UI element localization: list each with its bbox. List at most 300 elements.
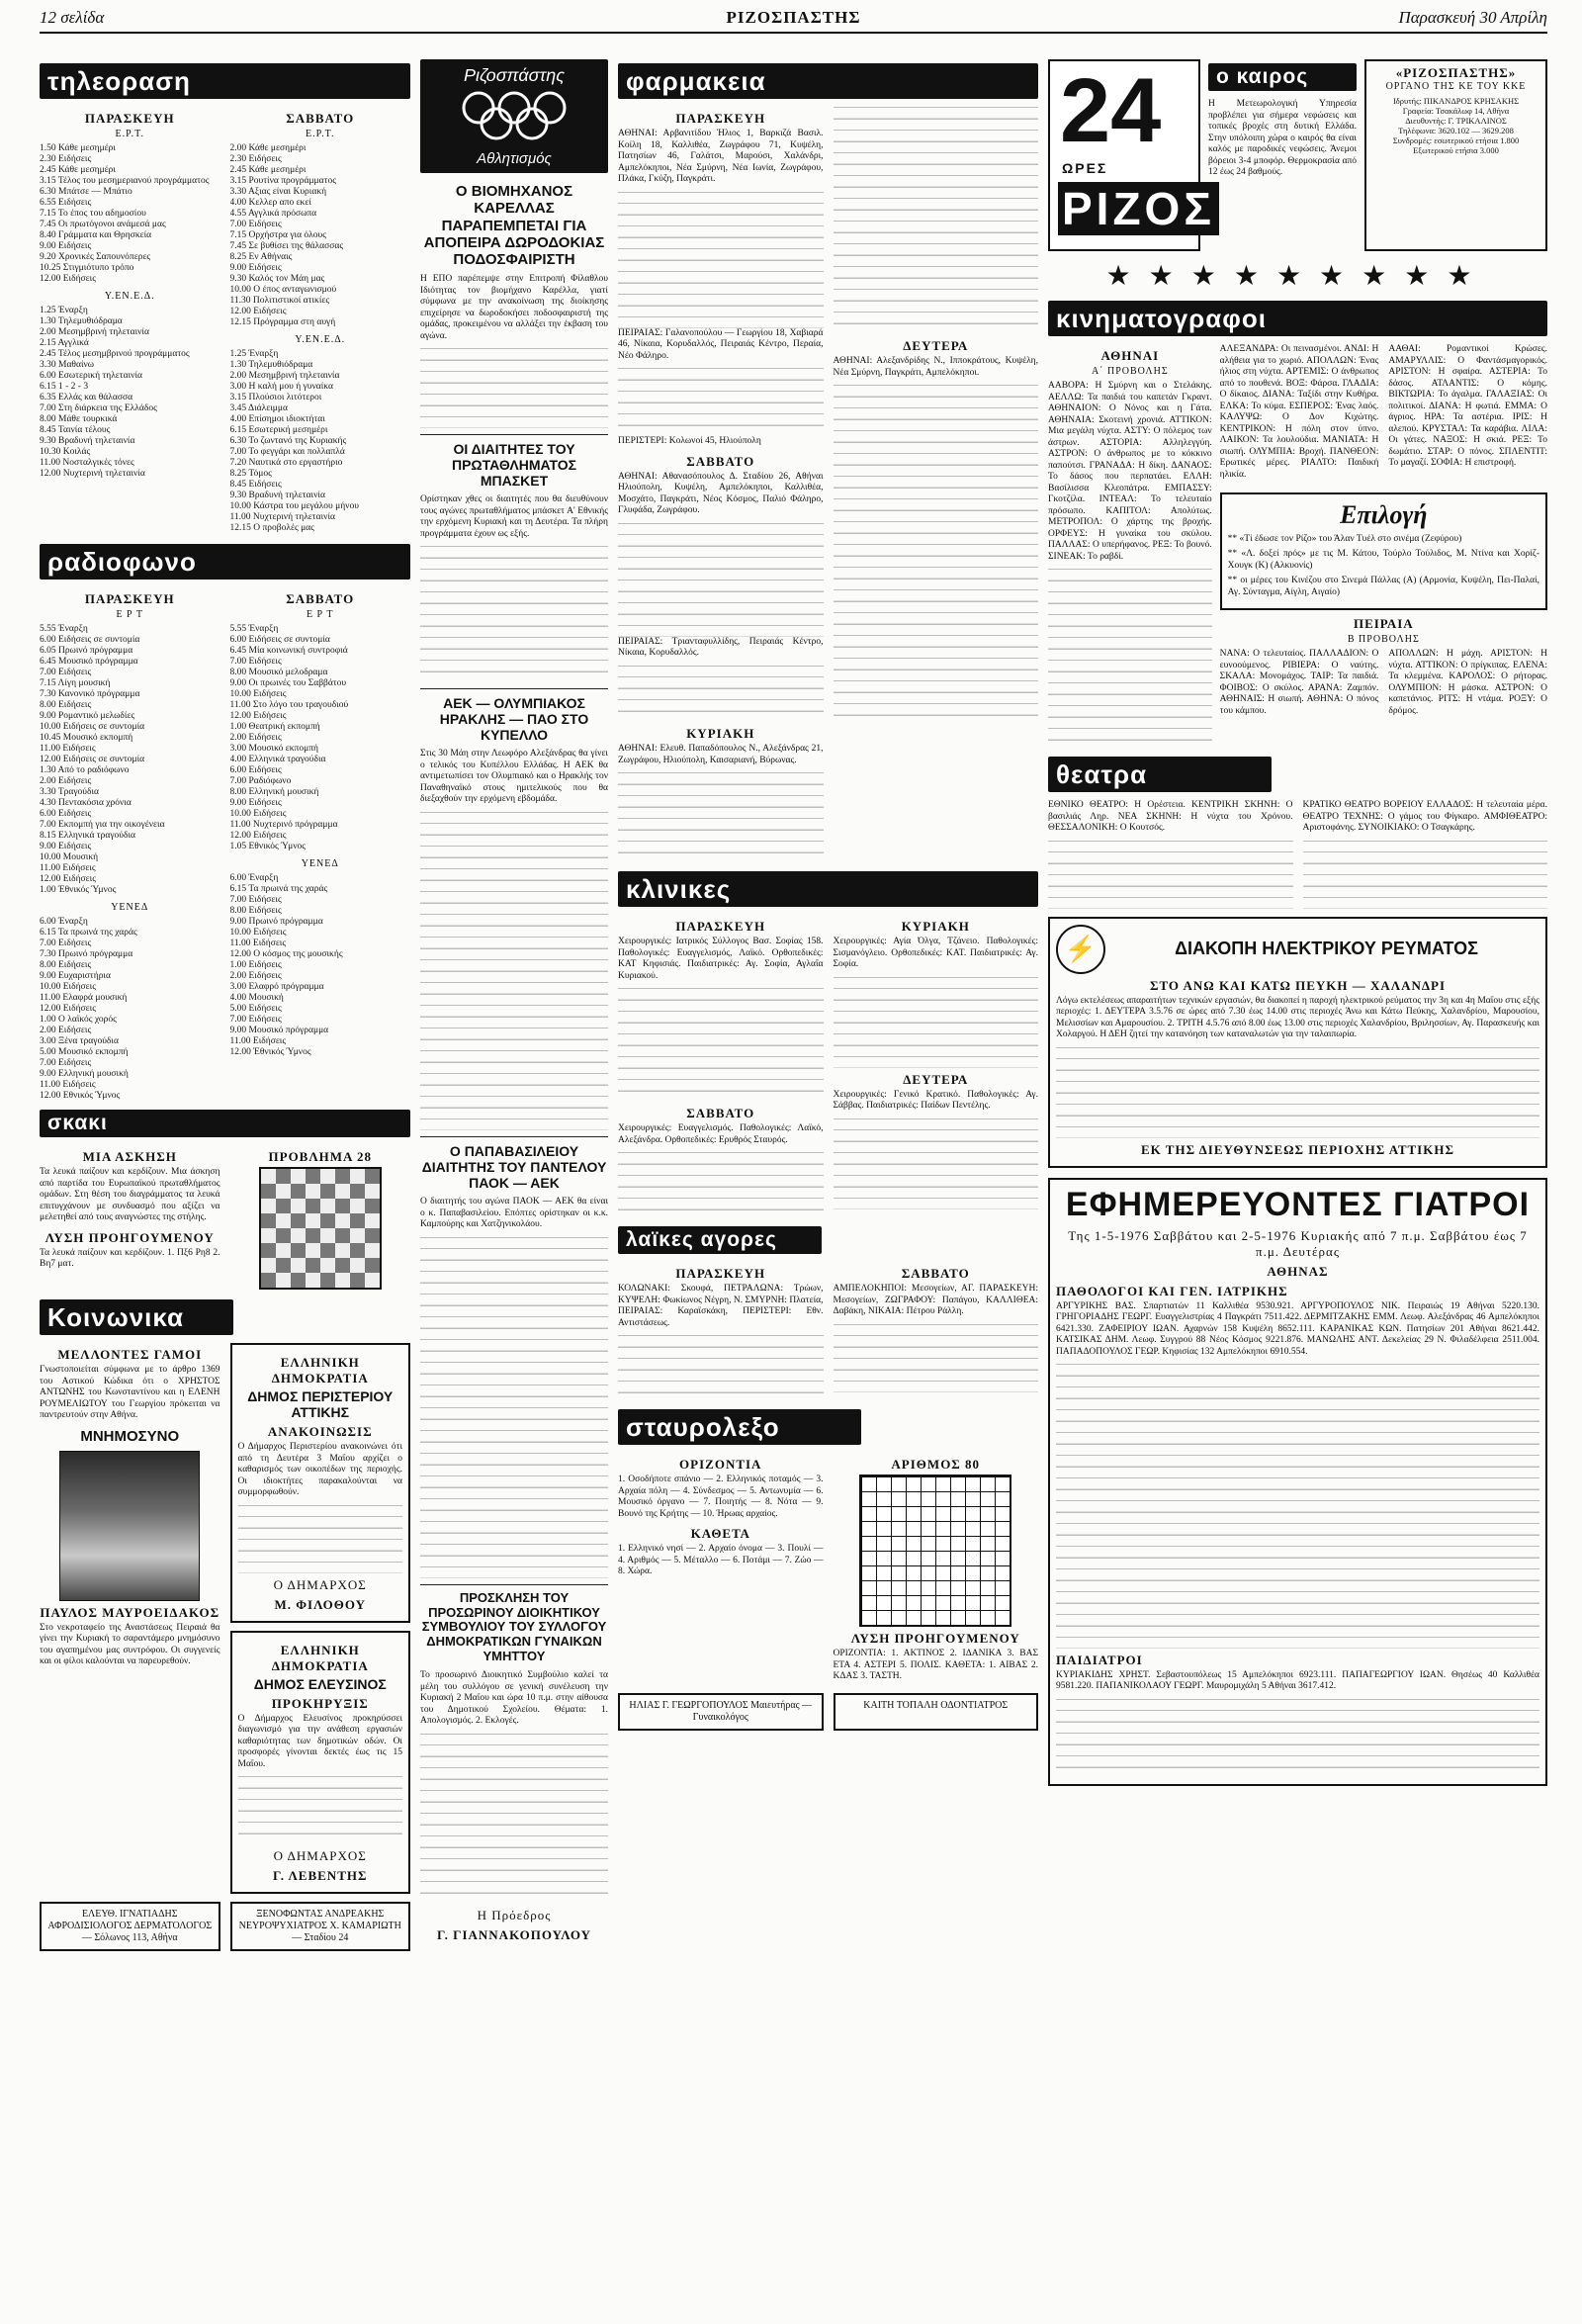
top-row xyxy=(1048,59,1547,251)
crossword-number: ΑΡΙΘΜΟΣ 80 xyxy=(891,1457,981,1472)
radio-sat-list xyxy=(230,624,411,852)
list-item: 7.00 Το φεγγάρι και πολλαπλά xyxy=(229,447,345,457)
list-item: 12.00 Νυχτερινή τηλεταινία xyxy=(40,469,145,479)
list-item: 12.00 Ειδήσεις σε συντομία xyxy=(40,755,145,764)
list-item: 6.00 Ειδήσεις xyxy=(40,809,92,819)
list-item: 7.00 Ειδήσεις xyxy=(229,657,282,667)
list-item: 5.00 Ειδήσεις xyxy=(229,1004,282,1014)
list-item: 12.00 Ειδήσεις xyxy=(229,307,287,316)
duty-doctors-city: ΑΘΗΝΑΣ xyxy=(1267,1263,1329,1279)
list-item: 2.45 Κάθε μεσημέρι xyxy=(40,165,116,175)
crossword-grid xyxy=(859,1475,1011,1627)
list-item: 8.00 Ελληνική μουσική xyxy=(229,787,319,797)
sports-logo-title: Ριζοσπάστης xyxy=(464,65,565,85)
list-item: 11.00 Ειδήσεις xyxy=(40,744,96,754)
lightning-icon: ⚡ xyxy=(1056,925,1105,974)
chess-banner: σκακι xyxy=(40,1110,410,1137)
list-item: 6.30 Το ζωντανό της Κυριακής xyxy=(229,436,347,446)
list-item: 5.00 Μουσικό εκπομπή xyxy=(40,1047,129,1057)
list-item: 2.00 Ειδήσεις xyxy=(229,971,282,981)
column-sports xyxy=(420,59,608,2304)
list-item: 2.45 Κάθε μεσημέρι xyxy=(229,165,307,175)
memorial-person: ΠΑΥΛΟΣ ΜΑΥΡΟΕΙΔΑΚΟΣ xyxy=(40,1604,220,1620)
list-item: Γραφεία: Τσακάλωφ 14, Αθήνα xyxy=(1402,106,1510,116)
piraeus-cinema-col-2: ΑΠΟΛΛΩΝ: Η μάχη. ΑΡΙΣΤΟΝ: Η νύχτα. ΑΤΤΙΚΟΝ: Ο πρίγκιπας. ΕΛΕΝΑ: Τα κλεμμένα. ΚΑΡΟΛΟΣ: Ο ρήτορας. ΟΛΥΜΠΙΟΝ: Η μάσκα. ΑΣΤΡΟΝ: Ο καπετάνιος. ΡΙΤΣ: Η ντάμα. ΡΟΞΥ: Ο δρόμος. xyxy=(1388,649,1547,716)
list-item: 1.00 Θεατρική εκπομπή xyxy=(229,722,320,732)
hours24-number: 24 xyxy=(1060,60,1162,161)
pharm-sat-athens: ΑΘΗΝΑΙ: Αθανασόπουλος Δ. Σταδίου 26, Αθήναι Ηλιούπολη, Κυψέλη, Αμπελόκηποι, Καλλιθέα, Μοσχάτο, Παγκράτι, Νέος Κόσμος, Παλιό Φάληρο, Γλυφάδα, Ζωγράφου. xyxy=(618,471,824,515)
list-item: 2.30 Ειδήσεις xyxy=(40,154,92,164)
weddings-text: Γνωστοποιείται σύμφωνα με το άρθρο 1369 του Αστικού Κώδικα ότι ο ΧΡΗΣΤΟΣ ΑΝΤΩΝΗΣ του Κωνσταντίνου και η ΕΛΕΝΗ ΡΟΥΜΕΛΙΩΤΟΥ του Γεωργίου πρόκειται να παντρευτούν στην Αθήνα. xyxy=(40,1365,220,1420)
clinic-fri-day: ΠΑΡΑΣΚΕΥΗ xyxy=(675,919,766,934)
power-text: Λόγω εκτελέσεως απαραιτήτων τεχνικών εργασιών, θα διακοπεί η παροχή ηλεκτρικού ρεύματος την 3η και 4η Μαΐου στις εξής περιοχές: 1. ΔΕΥΤΕΡΑ 3.5.76 σε ώρες από 7.30 έως 14.00 στις περιοχές Άνω και Κάτω Πεύκης, Χαλανδρίου, Μαρουσίου, Μελισσίων και Αμαρουσίου. 2. ΤΡΙΤΗ 4.5.76 από 8.00 έως 13.00 στις περιοχές Χαλανδρίου, Βριλησσίων, Αγ. Παρασκευής και Χολαργού. Η ΔΕΗ ζητεί την κατανόηση των καταναλωτών για την ταλαιπωρία. xyxy=(1056,995,1539,1039)
list-item: 9.00 Ειδήσεις xyxy=(229,798,282,808)
list-item: 11.00 Ειδήσεις xyxy=(229,1036,287,1046)
list-item: 7.15 Λίγη μουσική xyxy=(40,678,111,688)
list-item: 7.00 Στη διάρκεια της Ελλάδος xyxy=(40,403,157,413)
list-item: 8.00 Μάθε τουρκικά xyxy=(40,414,118,424)
list-item: 7.00 Ραδιόφωνο xyxy=(229,776,292,786)
list-item: 7.30 Κανονικό πρόγραμμα xyxy=(40,689,140,699)
page-header xyxy=(40,6,1547,34)
list-item: 7.00 Ειδήσεις xyxy=(40,939,92,948)
list-item: 10.45 Μουσικό εκπομπή xyxy=(40,733,133,743)
list-item: 6.00 Ειδήσεις σε συντομία xyxy=(40,635,140,645)
list-item: 12.00 Έθνικός Ύμνος xyxy=(229,1047,311,1057)
list-item: 4.00 Ελληνικά τραγούδια xyxy=(229,755,326,764)
cinema-col-3: ΑΑΘΑΙ: Ρομαντικοί Κρώσες. ΑΜΑΡΥΛΛΙΣ: Ο Φαντάσμαγορικός. ΑΡΙΣΤΟΝ: Η σφαίρα. ΑΣΤΕΡΙΑ: Το δάσος. ΑΤΛΑΝΤΙΣ: Ο κόμης. ΒΙΚΤΩΡΙΑ: Το άγαλμα. ΓΑΛΑΞΙΑΣ: Οι πολιτικοί. ΔΙΑΝΑ: Η φωτιά. ΕΜΜΑ: Ο άγριος. ΗΡΑ: Τα αστέρια. ΙΡΙΣ: Η αλεπού. ΚΡΥΣΤΑΛ: Τα καράβια. ΛΙΛΑ: Οι γάτες. ΝΑΞΟΣ: Η σκιά. ΡΕΞ: Το δωμάτιο. ΣΤΑΡ: Ο πόνος. ΣΠΛΕΝΤΙΤ: Το μαγαζί. ΣΟΦΙΑ: Η επιστροφή. xyxy=(1388,344,1547,468)
list-item: 8.25 Τόμος xyxy=(229,469,272,479)
duty-doctors xyxy=(1048,1178,1547,1787)
list-item: 9.00 Μουσικό πρόγραμμα xyxy=(229,1026,329,1035)
pharm-fri-peristeri: ΠΕΡΙΣΤΕΡΙ: Κολωνοί 45, Ηλιούπολη xyxy=(618,436,761,446)
council-kind: ΑΝΑΚΟΙΝΩΣΙΣ xyxy=(267,1424,373,1440)
list-item: 12.00 Ειδήσεις xyxy=(40,1004,96,1014)
list-item: 3.00 Μουσικό εκπομπή xyxy=(229,744,318,754)
social-section xyxy=(40,1343,410,1894)
power-sub: ΣΤΟ ΑΝΩ ΚΑΙ ΚΑΤΩ ΠΕΥΚΗ — ΧΑΛΑΝΔΡΙ xyxy=(1149,977,1447,993)
olympic-rings-icon xyxy=(455,86,573,145)
list-item: 12.15 Πρόγραμμα στη αυγή xyxy=(229,317,336,327)
masthead: ΡΙΖΟΣΠΑΣΤΗΣ xyxy=(726,8,861,27)
radio-fri-station: Ε Ρ Τ xyxy=(116,609,144,620)
duty-doctors-sub: Της 1-5-1976 Σαββάτου και 2-5-1976 Κυριακής από 7 π.μ. Σαββάτου έως 7 π.μ. Δευτέρας xyxy=(1068,1227,1528,1259)
list-item: 9.30 Καλός τον Μάη μας xyxy=(229,274,325,284)
list-item: 6.00 Ειδήσεις xyxy=(229,765,282,775)
list-item: 4.00 Κελλερ απο εκεί xyxy=(229,198,311,208)
pick-box xyxy=(1220,492,1547,610)
chess-solution-title: ΛΥΣΗ ΠΡΟΗΓΟΥΜΕΝΟΥ xyxy=(44,1229,215,1245)
radio-fri-list xyxy=(40,624,220,896)
rizospastis-box xyxy=(1364,59,1547,251)
list-item: 6.15 1 - 2 - 3 xyxy=(40,382,89,392)
page-number: 12 σελίδα xyxy=(40,8,105,27)
council2-notice xyxy=(230,1631,411,1895)
pharm-fri-day: ΠΑΡΑΣΚΕΥΗ xyxy=(675,111,766,126)
list-item: 1.30 Από το ραδιόφωνο xyxy=(40,765,130,775)
council-signature: Ο ΔΗΜΑΡΧΟΣ xyxy=(273,1576,367,1592)
list-item: 2.45 Τέλος μεσημβρινού προγράμματος xyxy=(40,349,190,359)
duty-doctors-text-2: ΚΥΡΙΑΚΙΔΗΣ ΧΡΗΣΤ. Σεβαστουπόλεως 15 Αμπελόκηποι 6923.111. ΠΑΠΑΓΕΩΡΓΙΟΥ ΙΩΑΝ. Θησέως 40 Καλλιθέα 9581.220. ΠΑΠΑΝΙΚΟΛΑΟΥ ΓΕΩΡΓ. Μαυρομιχάλη 5 Αθήναι 3617.412. xyxy=(1056,1669,1539,1692)
list-item: 1.05 Εθνικός Ύμνος xyxy=(229,842,307,851)
duty-doctors-text-1: ΑΡΓΥΡΙΚΗΣ ΒΑΣ. Σπαρτιατών 11 Καλλιθέα 9530.921. ΑΡΓΥΡΟΠΟΥΛΟΣ ΝΙΚ. Πειραιώς 19 Αθήναι 5220.130. ΓΡΗΓΟΡΙΑΔΗΣ ΓΕΩΡΓ. Ευαγγελιστρίας 4 Παγκράτι 7511.422. ΔΕΡΜΙΤΖΑΚΗΣ ΕΜΜ. Λεωφ. Αλεξάνδρας 46 Αμπελόκηποι 6421.330. ΖΑΦΕΙΡΙΟΥ ΙΩΑΝ. Αχαρνών 158 Κυψέλη 8652.111. ΚΑΡΑΝΙΚΑΣ ΚΩΝ. Πατησίων 201 Αθήναι 8621.442. ΚΑΤΣΙΚΑΣ ΔΗΜ. Λεωφ. Συγγρού 88 Νέος Κόσμος 9221.876. ΜΑΝΩΛΗΣ ΑΝΤ. Δεκελείας 29 Ν. Φιλαδέλφεια 2511.004. ΠΑΠΑΔΟΠΟΥΛΟΣ ΓΕΩΡ. Κηφισίας 132 Αμπελόκηποι 6910.554. xyxy=(1056,1300,1539,1357)
list-item: 7.45 Σε βυθίσει της θάλασσας xyxy=(229,241,344,251)
clinics-banner: κλινικες xyxy=(618,871,1038,907)
list-item: 4.00 Επίσημοι ιδιοκτήται xyxy=(229,414,325,424)
crossword-across: 1. Οσοδήποτε σπάνιο — 2. Ελληνικός ποταμός — 3. Αρχαία πόλη — 4. Σύνδεσμος — 5. Αντωνυμία — 6. Μουσικό όργανο — 7. Ποιητής — 8. Νότα — 9. Βουνό της Κρήτης — 10. Ήρωας αρχαίος. xyxy=(618,1475,824,1519)
radio-banner: ραδιοφωνο xyxy=(40,544,410,580)
radio-fri-yened-station: ΥΕΝΕΔ xyxy=(111,902,149,913)
theatre-banner: θεατρα xyxy=(1048,757,1272,792)
list-item: 1.25 Έναρξη xyxy=(40,306,88,315)
list-item: 10.00 Ειδήσεις xyxy=(229,809,287,819)
markets-section xyxy=(618,1262,1038,1403)
sports-logo-sub: Αθλητισμός xyxy=(477,150,552,167)
list-item: 7.00 Ειδήσεις xyxy=(229,220,282,229)
list-item: 7.15 Ορχήστρα για όλους xyxy=(229,230,326,240)
list-item: 7.00 Ειδήσεις xyxy=(229,895,282,905)
list-item: 7.00 Ειδήσεις xyxy=(229,1015,282,1025)
list-item: 1.00 Ο λαϊκός χορός xyxy=(40,1015,117,1025)
list-item: 9.00 Πρωινό πρόγραμμα xyxy=(229,917,323,927)
council2-title: ΕΛΛΗΝΙΚΗ ΔΗΜΟΚΡΑΤΙΑ xyxy=(271,1642,369,1673)
list-item: 1.30 Τηλεμυθιόδραμα xyxy=(40,316,123,326)
clinic-mon-day: ΔΕΥΤΕΡΑ xyxy=(903,1071,969,1087)
list-item: 1.25 Έναρξη xyxy=(229,349,279,359)
council2-signature: Ο ΔΗΜΑΡΧΟΣ xyxy=(273,1848,367,1864)
list-item: 5.55 Έναρξη xyxy=(40,624,88,634)
list-item: 9.00 Ειδήσεις xyxy=(229,263,282,273)
crossword-section xyxy=(618,1453,1038,1689)
tv-fri-yened-list xyxy=(40,306,220,480)
list-item: Συνδρομές: εσωτερικού ετήσια 1.800 xyxy=(1392,135,1520,145)
cinema-col-2: ΑΛΕΞΑΝΔΡΑ: Οι πεινασμένοι. ΑΝΔΙ: Η αλήθεια για το χωριό. ΑΠΟΛΛΩΝ: Ένας ήλιος στη νύχτα. ΑΡΤΕΜΙΣ: Ο άνθρωπος από το πουθενά. ΒΟΞ: Φάρσα. ΓΛΑΔΙΑ: Ο δίκαιος. ΔΙΑΝΑ: Ταξίδι στην Κυθήρα. ΕΛΚΑ: Το κύμα. ΕΣΠΕΡΟΣ: Ένας λαός. ΚΑΛΥΨΩ: Ο Δον Κιχώτης. ΚΕΝΤΡΙΚΟΝ: Η πόλη στον ύπνο. ΛΑΙΚΟΝ: Τα λουλούδια. ΜΑΝΙΑΤΑ: Η σιωπή. ΟΛΥΜΠΙΑ: Βροχή. ΠΑΝΘΕΟΝ: Ερωτικές μέρες. ΡΙΑΛΤΟ: Παιδική ηλικία. xyxy=(1219,344,1379,480)
list-item: 9.20 Χρονικές Σαπουνόπερες xyxy=(40,252,151,262)
rizo-box-title: «ΡΙΖΟΣΠΑΣΤΗΣ» xyxy=(1395,65,1517,80)
list-item: 8.00 Ειδήσεις xyxy=(40,960,92,970)
tv-sat-station: Ε.Ρ.Τ. xyxy=(306,129,335,139)
sports-headline-4: Ο ΠΑΠΑΒΑΣΙΛΕΙΟΥ ΔΙΑΙΤΗΤΗΣ ΤΟΥ ΠΑΝΤΕΛΟΥ ΠΑΟΚ — ΑΕΚ xyxy=(421,1142,607,1191)
cinema-section xyxy=(1048,344,1547,751)
tv-fri-day: ΠΑΡΑΣΚΕΥΗ xyxy=(84,111,175,126)
list-item: 8.00 Ειδήσεις xyxy=(229,906,282,916)
list-item: 6.00 Έναρξη xyxy=(229,873,279,883)
crossword-across-title: ΟΡΙΖΟΝΤΙΑ xyxy=(679,1457,762,1472)
hours24-logo xyxy=(1048,59,1215,251)
chess-section xyxy=(40,1145,410,1290)
tv-fri-station: Ε.Ρ.Τ. xyxy=(115,129,144,139)
piraeus-cinema-col-1: ΝΑΝΑ: Ο τελευταίος. ΠΑΛΛΑΔΙΟΝ: Ο ευνοούμενος. ΡΙΒΙΕΡΑ: Ο ναύτης. ΣΚΑΛΑ: Μονομάχος. ΤΑΙΡ: Τα παιδιά. ΦΟΙΒΟΣ: Ο σκύλος. ΑΡΑΝΑ: Ζαμπόν. ΑΘΗΝΑΙΣ: Η σιωπή. ΑΘΗΝΑ: Ο πόνος του κάμπου. xyxy=(1219,649,1379,716)
list-item: 3.15 Ρουτίνα προγράμματος xyxy=(229,176,336,186)
list-item: 12.15 Ο προβολές μας xyxy=(229,523,314,533)
hours24-name: ΡΙΖΟΣ xyxy=(1058,182,1219,235)
list-item: 2.15 Αγγλικά xyxy=(40,338,89,348)
column-services xyxy=(618,59,1038,2304)
theatre-col-1: ΕΘΝΙΚΟ ΘΕΑΤΡΟ: Η Ορέστεια. ΚΕΝΤΡΙΚΗ ΣΚΗΝΗ: Ο βασιλιάς Ληρ. ΝΕΑ ΣΚΗΝΗ: Η νύχτα του Χρόνου. ΘΕΣΣΑΛΟΝΙΚΗ: Ο Κουτσός. xyxy=(1048,800,1293,833)
list-item: 8.45 Ειδήσεις xyxy=(229,480,282,490)
list-item: 7.00 Εκπομπή για την οικογένεια xyxy=(40,820,165,830)
notice-text: Το προσωρινό Διοικητικό Συμβούλιο καλεί τα μέλη του συλλόγου σε γενική συνέλευση την Κυριακή 2 Μαΐου και ώρα 10 π.μ. στην αίθουσα του Δημοτικού Σχολείου. Θέματα: 1. Απολογισμός. 2. Εκλογές. xyxy=(420,1670,608,1727)
radio-sat-yened-list xyxy=(230,873,411,1058)
list-item: 4.00 Μουσική xyxy=(229,993,284,1003)
chessboard-diagram xyxy=(259,1167,382,1290)
council2-kind: ΠΡΟΚΗΡΥΞΙΣ xyxy=(271,1695,369,1711)
list-item: 10.00 Ειδήσεις σε συντομία xyxy=(40,722,145,732)
crossword-solution: ΟΡΙΖΟΝΤΙΑ: 1. ΑΚΤΙΝΟΣ 2. ΙΔΑΝΙΚΑ 3. ΒΑΣ ΕΤΑ 4. ΑΣΤΕΡΙ 5. ΠΟΛΙΣ. ΚΑΘΕΤΑ: 1. ΑΙΒΑΣ 2. ΚΔΑΣ 3. ΤΑΣΤΗ. xyxy=(833,1649,1038,1681)
crossword-down-title: ΚΑΘΕΤΑ xyxy=(690,1526,750,1541)
radio-sat-yened-station: ΥΕΝΕΔ xyxy=(301,858,339,869)
list-item: 8.25 Εν Αθήναις xyxy=(229,252,293,262)
list-item: 3.30 Αξιας είναι Κυριακή xyxy=(229,187,327,197)
list-item: 2.00 Κάθε μεσημέρι xyxy=(229,143,307,153)
list-item: 2.00 Μεσημβρινή τηλεταινία xyxy=(229,371,340,381)
list-item: 11.00 Ειδήσεις xyxy=(229,939,287,948)
ad-georgopoulos: ΗΛΙΑΣ Γ. ΓΕΩΡΓΟΠΟΥΛΟΣ Μαιευτήρας — Γυναικολόγος xyxy=(618,1693,824,1731)
cinema-banner: κινηματογραφοι xyxy=(1048,301,1547,336)
power-title: ΔΙΑΚΟΠΗ ΗΛΕΚΤΡΙΚΟΥ ΡΕΥΜΑΤΟΣ xyxy=(1175,939,1478,959)
piraeus-cinema-premiere: Β ΠΡΟΒΟΛΗΣ xyxy=(1347,634,1420,646)
list-item: 7.45 Οι πρωτόγονοι ανάμεσά μας xyxy=(40,220,166,229)
list-item: 4.30 Πεντακόσια χρόνια xyxy=(40,798,132,808)
list-item: 7.30 Πρωινό πρόγραμμα xyxy=(40,949,133,959)
list-item: 3.00 Η καλή μου ή γυναίκα xyxy=(229,382,333,392)
list-item: 1.00 Ειδήσεις xyxy=(229,960,282,970)
duty-doctors-title: ΕΦΗΜΕΡΕΥΟΝΤΕΣ ΓΙΑΤΡΟΙ xyxy=(1065,1185,1531,1223)
list-item: 6.30 Μπάτσε — Μπάτιο xyxy=(40,187,132,197)
list-item: 10.00 Ειδήσεις xyxy=(229,928,287,938)
list-item: 4.55 Αγγλικά πρόσωπα xyxy=(229,209,317,219)
list-item: Ιδρυτής: ΠΙΚΑΝΔΡΟΣ ΚΡΗΣΑΚΗΣ xyxy=(1392,96,1520,106)
list-item: 3.30 Μαθαίνω xyxy=(40,360,95,370)
column-entertainment xyxy=(1048,59,1547,2304)
list-item: 8.00 Ειδήσεις xyxy=(40,700,92,710)
clinic-sat-day: ΣΑΒΒΑΤΟ xyxy=(686,1106,755,1120)
list-item: 10.30 Κοιλάς xyxy=(40,447,91,457)
list-item: 10.00 Κάστρα του μεγάλου μήνου xyxy=(229,501,359,511)
list-item: 2.30 Ειδήσεις xyxy=(229,154,282,164)
hours24-subtitle: ΩΡΕΣ xyxy=(1062,160,1108,176)
pharm-fri-piraeus: ΠΕΙΡΑΙΑΣ: Γαλανοπούλου — Γεωργίου 18, Χαβιαρά 46, Νίκαια, Κορυδαλλός, Πειραιάς Κέντρο, Περαία, Νέο Φάληρο. xyxy=(618,327,824,361)
chess-solution: Τα λευκά παίζουν και κερδίζουν. 1. Πξ6 Ρη8 2. Βη7 ματ. xyxy=(40,1247,220,1269)
rizo-box-sub: ΟΡΓΑΝΟ ΤΗΣ ΚΕ ΤΟΥ ΚΚΕ xyxy=(1385,81,1527,92)
sports-headline-3: ΑΕΚ — ΟΛΥΜΠΙΑΚΟΣ ΗΡΑΚΛΗΣ — ΠΑΟ ΣΤΟ ΚΥΠΕΛΛΟ xyxy=(439,695,589,744)
list-item: 10.00 Ειδήσεις xyxy=(229,689,287,699)
list-item: Εξωτερικού ετήσια 3.000 xyxy=(1413,145,1499,155)
ad-topali: ΚΑΙΤΗ ΤΟΠΑΛΗ ΟΔΟΝΤΙΑΤΡΟΣ xyxy=(834,1693,1039,1731)
pharm-mon: ΑΘΗΝΑΙ: Αλεξανδρίδης Ν., Ιπποκράτους, Κυψέλη, Νέα Σμύρνη, Παγκράτι, Αμπελόκηποι. xyxy=(833,356,1038,378)
power-footer: ΕΚ ΤΗΣ ΔΙΕΥΘΥΝΣΕΩΣ ΠΕΡΙΟΧΗΣ ΑΤΤΙΚΗΣ xyxy=(1141,1141,1454,1157)
notice-name: Γ. ΓΙΑΝΝΑΚΟΠΟΥΛΟΥ xyxy=(436,1927,591,1943)
list-item: 9.30 Βραδυνή τηλεταινία xyxy=(229,491,325,500)
list-item: 6.00 Έναρξη xyxy=(40,917,88,927)
tv-fri-yened-station: Υ.ΕΝ.Ε.Δ. xyxy=(104,291,155,302)
list-item: 11.00 Στο λόγο του τραγουδιού xyxy=(229,700,349,710)
list-item: 6.55 Ειδήσεις xyxy=(40,198,92,208)
list-item: 6.45 Μουσικό πρόγραμμα xyxy=(40,657,138,667)
pharm-fri-athens: ΑΘΗΝΑΙ: Αρβανιτίδου Ήλιος 1, Βαρκιζά Βασιλ. Κοίλη 18, Καλλιθέα, Ζωγράφου 71, Κυψέλη, Πατησίων 46, Γαλάτσι, Μαρούσι, Χαλάνδρι, Αμπελόκηποι, Νέα Σμύρνη, Νέα Ιωνία, Ζωγράφου, Πλάκα, Γκύζη, Παγκράτι. xyxy=(618,129,824,184)
council2-org: ΔΗΜΟΣ ΕΛΕΥΣΙΝΟΣ xyxy=(253,1675,387,1692)
weather-banner: ο καιρος xyxy=(1208,63,1357,91)
market-sat-day: ΣΑΒΒΑΤΟ xyxy=(901,1266,970,1281)
council-notice xyxy=(230,1343,411,1623)
list-item: 6.35 Ελλάς και θάλασσα xyxy=(40,393,133,402)
ad-kamariotis: ΞΕΝΟΦΩΝΤΑΣ ΑΝΔΡΕΑΚΗΣ ΝΕΥΡΟΨΥΧΙΑΤΡΟΣ Χ. ΚΑΜΑΡΙΩΤΗ — Σταδίου 24 xyxy=(230,1902,411,1951)
market-fri: ΚΟΛΩΝΑΚΙ: Σκουφά, ΠΕΤΡΑΛΩΝΑ: Τρώων, ΚΥΨΕΛΗ: Φωκίωνος Νέγρη, Ν. ΣΜΥΡΝΗ: Πλατεία, ΠΕΙΡΑΙΑΣ: Καραϊσκάκη, ΠΕΡΙΣΤΕΡΙ: Εθν. Αντιστάσεως. xyxy=(618,1284,824,1328)
sports-para-2: Ορίστηκαν χθες οι διαιτητές που θα διευθύνουν τους αγώνες πρωταθλήματος μπάσκετ Α' Εθνικής την ερχόμενη Κυριακή και τη Δευτέρα. Τα πλήρη προγράμματα έχουν ως εξής. xyxy=(420,494,608,539)
radio-sat-station: Ε Ρ Τ xyxy=(306,609,334,620)
crossword-banner: σταυρολεξο xyxy=(618,1409,861,1445)
tv-section xyxy=(40,107,410,534)
list-item: 2.00 Μεσημβρινή τηλεταινία xyxy=(40,327,149,337)
piraeus-cinema-title: ΠΕΙΡΑΙΑ xyxy=(1353,616,1414,632)
list-item: 11.30 Πολιτιστικοί ατικίες xyxy=(229,296,330,306)
radio-sat-day: ΣΑΒΒΑΤΟ xyxy=(286,591,355,606)
list-item: 10.00 Ειδήσεις xyxy=(40,982,96,992)
list-item: 7.15 Το έπος του αδημοσίου xyxy=(40,209,146,219)
sports-headline-2: ΟΙ ΔΙΑΙΤΗΤΕΣ ΤΟΥ ΠΡΩΤΑΘΛΗΜΑΤΟΣ ΜΠΑΣΚΕΤ xyxy=(451,440,577,489)
list-item: 10.25 Στιγμιότυπο τρόπο xyxy=(40,263,134,273)
list-item: 3.00 Ελαφρό πρόγραμμα xyxy=(229,982,324,992)
list-item: 2.00 Ειδήσεις xyxy=(229,733,282,743)
list-item: 9.00 Ελληνική μουσική xyxy=(40,1069,129,1079)
radio-section xyxy=(40,587,410,1102)
pharm-sun-day: ΚΥΡΙΑΚΗ xyxy=(686,726,755,741)
tv-fri-list xyxy=(40,143,220,285)
portrait-photo xyxy=(59,1451,200,1601)
cinema-athens: ΑΘΗΝΑΙ xyxy=(1100,348,1160,363)
list-item: 6.05 Πρωινό πρόγραμμα xyxy=(40,646,133,656)
list-item: 6.00 Ειδήσεις σε συντομία xyxy=(229,635,330,645)
list-item: 8.00 Μουσικό μελοδραμα xyxy=(229,668,328,677)
tv-banner: τηλεοραση xyxy=(40,63,410,99)
list-item: 12.00 Ο κόσμος της μουσικής xyxy=(229,949,343,959)
pharm-sat-day: ΣΑΒΒΑΤΟ xyxy=(686,453,755,469)
list-item: 9.30 Βραδυνή τηλεταινία xyxy=(40,436,135,446)
council-text: Ο Δήμαρχος Περιστερίου ανακοινώνει ότι από τη Δευτέρα 3 Μαΐου αρχίζει ο καθαρισμός των οικοπέδων της περιοχής. Οι ιδιοκτήτες παρακαλούνται να συμμορφωθούν. xyxy=(237,1442,402,1498)
list-item: Διευθυντής: Γ. ΤΡΙΚΑΛΙΝΟΣ xyxy=(1405,116,1507,126)
list-item: 1.50 Κάθε μεσημέρι xyxy=(40,143,116,153)
list-item: 11.00 Ειδήσεις xyxy=(40,1080,96,1090)
theatre-col-2: ΚΡΑΤΙΚΟ ΘΕΑΤΡΟ ΒΟΡΕΙΟΥ ΕΛΛΑΔΟΣ: Η τελευταία μέρα. ΘΕΑΤΡΟ ΤΕΧΝΗΣ: Ο γάμος του Φίγκαρο. ΑΜΦΙΘΕΑΤΡΟ: Αριστοφάνης. ΣΥΝΟΙΚΙΑΚΟ: Ο Τσαγκάρης. xyxy=(1302,800,1547,833)
theatre-section xyxy=(1048,800,1547,909)
list-item: 2.00 Ειδήσεις xyxy=(40,776,92,786)
list-item: 11.00 Νυχτερινό πρόγραμμα xyxy=(229,820,338,830)
tv-sat-yened-station: Υ.ΕΝ.Ε.Δ. xyxy=(295,334,346,345)
council2-name: Γ. ΛΕΒΕΝΤΗΣ xyxy=(273,1868,368,1884)
sports-para-3: Στις 30 Μάη στην Λεωφόρο Αλεξάνδρας θα γίνει ο τελικός του Κυπέλλου Ελλάδας. Η ΑΕΚ θα αντιμετωπίσει τον Ολυμπιακό και ο Ηρακλής τον Παναθηναϊκό στους ημιτελικούς που θα διεξαχθούν την ερχόμενη εβδομάδα. xyxy=(420,749,608,805)
radio-fri-yened-list xyxy=(40,917,220,1102)
list-item: 7.00 Ειδήσεις xyxy=(40,668,92,677)
tv-sat-day: ΣΑΒΒΑΤΟ xyxy=(286,111,355,126)
clinics-section xyxy=(618,915,1038,1220)
sports-headline-1: Ο ΒΙΟΜΗΧΑΝΟΣ ΚΑΡΕΛΛΑΣ ΠΑΡΑΠΕΜΠΕΤΑΙ ΓΙΑ ΑΠΟΠΕΙΡΑ ΔΩΡΟΔΟΚΙΑΣ ΠΟΔΟΣΦΑΙΡΙΣΤΗ xyxy=(423,183,605,268)
sports-logo xyxy=(420,59,608,173)
list-item: 12.00 Ειδήσεις xyxy=(40,874,96,884)
tv-sat-yened-list xyxy=(230,349,411,534)
column-tv-radio xyxy=(40,59,410,2304)
list-item: 8.45 Ταινία τέλους xyxy=(40,425,111,435)
markets-banner: λαϊκες αγορες xyxy=(618,1226,822,1254)
list-item: 6.45 Μία κοινωνική συντροφιά xyxy=(229,646,348,656)
crossword-down: 1. Ελληνικό νησί — 2. Αρχαίο όνομα — 3. Πουλί — 4. Αριθμός — 5. Μέταλλο — 6. Ποτάμι — 7. Ζώο — 8. Χώρα. xyxy=(618,1544,824,1576)
duty-doctors-section-1: ΠΑΘΟΛΟΓΟΙ ΚΑΙ ΓΕΝ. ΙΑΤΡΙΚΗΣ xyxy=(1056,1283,1288,1298)
list-item: 1.30 Τηλεμυθιόδραμα xyxy=(229,360,313,370)
tv-sat-list xyxy=(230,143,411,328)
pharm-mon-day: ΔΕΥΤΕΡΑ xyxy=(903,338,969,353)
list-item: 3.15 Πλούσιοι λιτότεροι xyxy=(229,393,322,402)
ads-row-2 xyxy=(618,1693,1038,1731)
list-item: 1.00 Έθνικός Ύμνος xyxy=(40,885,117,895)
list-item: 8.15 Ελληνικά τραγούδια xyxy=(40,831,136,841)
list-item: 10.00 Μουσική xyxy=(40,852,99,862)
council2-text: Ο Δήμαρχος Ελευσίνος προκηρύσσει διαγωνισμό για την ανάθεση εργασιών καθαριότητας των δημοτικών οδών. Οι προσφορές γίνονται δεκτές έως τις 15 Μαΐου. xyxy=(237,1713,402,1769)
list-item: 6.00 Εσωτερική τηλεταινία xyxy=(40,371,142,381)
pharmacies-section xyxy=(618,107,1038,863)
stars-divider: ★★★★★★★★★ xyxy=(1105,261,1490,292)
list-item: 9.00 Ειδήσεις xyxy=(40,842,92,851)
memorial-title: ΜΝΗΜΟΣΥΝΟ xyxy=(80,1427,180,1445)
list-item: 3.15 Τέλος του μεσημεριανού προγράμματος xyxy=(40,176,210,186)
pick-item-3: ** οι μέρες του Κινέζου στο Σινεμά Πάλλας (Α) (Αρμονία, Κυψέλη, Πει-Παλαί, Αγ. Σύνταγμα, Αίγλη, Αιγαίο) xyxy=(1227,576,1539,597)
duty-doctors-section-2: ΠΑΙΔΙΑΤΡΟΙ xyxy=(1056,1652,1143,1667)
ads-row-1 xyxy=(40,1902,410,1951)
power-notice xyxy=(1048,917,1547,1168)
list-item: 11.00 Νοσταλγικές τόνες xyxy=(40,458,134,468)
clinic-fri: Χειρουργικές: Ιατρικός Σύλλογος Βασ. Σοφίας 158. Παθολογικές: Ευαγγελισμός, Λαϊκό. Ορθοπεδικές: ΚΑΤ Κηφισιάς. Παιδιατρικές: Αγ. Σοφία, Αγλαΐα Κυριακού. xyxy=(618,937,824,981)
council-org: ΔΗΜΟΣ ΠΕΡΙΣΤΕΡΙΟΥ ΑΤΤΙΚΗΣ xyxy=(247,1388,394,1421)
list-item: Τηλέφωνα: 3620.102 — 3629.208 xyxy=(1398,126,1514,135)
rizo-box-lines xyxy=(1370,96,1541,155)
list-item: 3.45 Διάλειμμα xyxy=(229,403,288,413)
ad-igniatiadis: ΕΛΕΥΘ. ΙΓΝΑΤΙΑΔΗΣ ΑΦΡΟΔΙΣΙΟΛΟΓΟΣ ΔΕΡΜΑΤΟΛΟΓΟΣ — Σόλωνος 113, Αθήνα xyxy=(40,1902,220,1951)
pharm-sat-piraeus: ΠΕΙΡΑΙΑΣ: Τριανταφυλλίδης, Πειραιάς Κέντρο, Νίκαια, Κορυδαλλός. xyxy=(618,636,824,658)
list-item: 6.15 Τα πρωινά της χαράς xyxy=(40,928,137,938)
list-item: 6.15 Τα πρωινά της χαράς xyxy=(229,884,328,894)
cinema-premiere: Α΄ ΠΡΟΒΟΛΗΣ xyxy=(1091,366,1169,377)
clinic-sun-day: ΚΥΡΙΑΚΗ xyxy=(901,919,970,934)
list-item: 11.00 Ελαφρά μουσική xyxy=(40,993,128,1003)
pick-title: Επιλογή xyxy=(1340,500,1428,529)
list-item: 3.00 Ξένα τραγούδια xyxy=(40,1036,119,1046)
list-item: 9.00 Ευχαριστήρια xyxy=(40,971,111,981)
radio-fri-day: ΠΑΡΑΣΚΕΥΗ xyxy=(84,591,175,606)
social-banner: Κοινωνικα xyxy=(40,1299,233,1335)
pick-item-2: ** «Λ. δοξεί πρός» με τις Μ. Κάτου, Τούρλο Τούλιδος, Μ. Ντίνα και Χορίζ-Χουγκ (Κ) (Αλκυονίς) xyxy=(1227,549,1539,571)
list-item: 9.00 Ειδήσεις xyxy=(40,241,92,251)
chess-exercise-title: ΜΙΑ ΑΣΚΗΣΗ xyxy=(82,1149,177,1164)
memorial-text: Στο νεκροταφείο της Αναστάσεως Πειραιά θα γίνει την Κυριακή το σαραντάμερο μνημόσυνο του αγαπημένου μας συντρόφου. Οι συγγενείς και οι φίλοι καλούνται να παρευρεθούν. xyxy=(40,1622,220,1667)
list-item: 8.40 Γράμματα και Θρησκεία xyxy=(40,230,152,240)
list-item: 12.00 Ειδήσεις xyxy=(229,711,287,721)
list-item: 11.00 Νυχτερινή τηλεταινία xyxy=(229,512,335,522)
clinic-sat: Χειρουργικές: Ευαγγελισμός. Παθολογικές: Λαϊκό, Αλεξάνδρα. Ορθοπεδικές: Ερυθρός Σταυρός. xyxy=(618,1123,824,1145)
notice-signature: Η Πρόεδρος xyxy=(477,1908,552,1923)
list-item: 3.30 Τραγούδια xyxy=(40,787,100,797)
list-item: 2.00 Ειδήσεις xyxy=(40,1026,92,1035)
sports-para-4: Ο διαιτητής του αγώνα ΠΑΟΚ — ΑΕΚ θα είναι ο κ. Παπαβασιλείου. Επόπτες ορίστηκαν οι κ.κ. Καμπούρης και Χατζηνικολάου. xyxy=(420,1197,608,1230)
weddings-title: ΜΕΛΛΟΝΤΕΣ ΓΑΜΟΙ xyxy=(57,1347,203,1362)
council-title: ΕΛΛΗΝΙΚΗ ΔΗΜΟΚΡΑΤΙΑ xyxy=(271,1355,369,1385)
chess-problem-title: ΠΡΟΒΛΗΜΑ 28 xyxy=(268,1149,372,1164)
council-name: Μ. ΦΙΛΟΘΟΥ xyxy=(274,1596,367,1612)
chess-text: Τα λευκά παίζουν και κερδίζουν. Μια άσκηση από παρτίδα του Ευρωπαϊκού πρωταθλήματος ομάδων. Στη θέση του διαγράμματος τα λευκά επιτυγχάνουν με συνδυασμό που αξίζει να μελετηθεί από τους αναγνώστες της στήλης. xyxy=(40,1167,220,1222)
pharmacies-banner: φαρμακεια xyxy=(618,63,1038,99)
list-item: 12.00 Ειδήσεις xyxy=(229,831,287,841)
list-item: 5.55 Έναρξη xyxy=(229,624,279,634)
notice-title: ΠΡΟΣΚΛΗΣΗ ΤΟΥ ΠΡΟΣΩΡΙΝΟΥ ΔΙΟΙΚΗΤΙΚΟΥ ΣΥΜΒΟΥΛΙΟΥ ΤΟΥ ΣΥΛΛΟΓΟΥ ΔΗΜΟΚΡΑΤΙΚΩΝ ΓΥΝΑΙΚΩΝ ΥΜΗΤΤΟΥ xyxy=(421,1589,607,1664)
pick-item-1: ** «Τί έδωσε τον Ρίζο» του Άλαν Τυέλ στο σινέμα (Ζεφύρου) xyxy=(1227,533,1462,544)
crossword-solution-title: ΛΥΣΗ ΠΡΟΗΓΟΥΜΕΝΟΥ xyxy=(850,1631,1020,1646)
